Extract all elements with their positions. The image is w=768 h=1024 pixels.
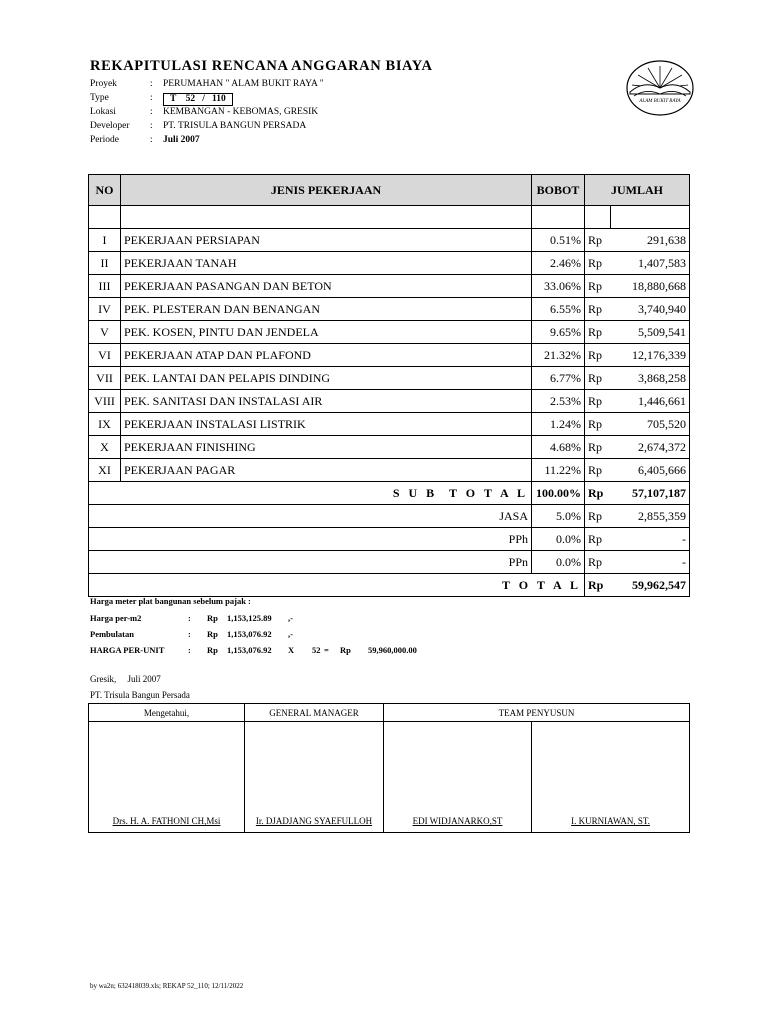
- info-value: Juli 2007: [163, 135, 200, 145]
- row-amount: 18,880,668: [611, 275, 690, 298]
- info-colon: :: [150, 135, 153, 145]
- file-footer: by wa2n; 632418039.xls; REKAP 52_110; 12/11/2022: [90, 982, 244, 990]
- row-pct: 21.32%: [532, 344, 585, 367]
- subtotal-row: [89, 482, 690, 505]
- pembulatan-value: 1,153,076.92: [227, 629, 272, 639]
- pph-pct: 0.0%: [532, 528, 585, 551]
- row-currency: Rp: [585, 252, 611, 275]
- document-title: REKAPITULASI RENCANA ANGGARAN BIAYA: [90, 58, 433, 74]
- row-amount: 6,405,666: [611, 459, 690, 482]
- row-name: PEK. LANTAI DAN PELAPIS DINDING: [121, 367, 532, 390]
- unit-total: 59,960,000.00: [368, 645, 417, 655]
- signatory-name: Ir. DJADJANG SYAEFULLOH: [255, 816, 373, 826]
- row-no: II: [89, 252, 121, 275]
- price-suffix: ,-: [288, 629, 293, 639]
- pph-label: PPh: [89, 528, 532, 551]
- info-colon: :: [150, 107, 153, 117]
- row-pct: 2.53%: [532, 390, 585, 413]
- info-label: Periode: [90, 135, 120, 145]
- row-amount: 1,407,583: [611, 252, 690, 275]
- per-unit-value: 1,153,076.92: [227, 645, 272, 655]
- table-row: [89, 413, 690, 436]
- total-currency: Rp: [585, 574, 611, 597]
- row-name: PEK. PLESTERAN DAN BENANGAN: [121, 298, 532, 321]
- subtotal-pct: 100.00%: [532, 482, 585, 505]
- signatory-name: Drs. H. A. FATHONI CH,Msi: [112, 816, 221, 826]
- row-currency: Rp: [585, 321, 611, 344]
- header-no: NO: [89, 175, 121, 206]
- ppn-label: PPn: [89, 551, 532, 574]
- signatory-name: EDI WIDJANARKO,ST: [412, 816, 503, 826]
- logo-text: ALAM BUKIT RAYA: [639, 99, 681, 104]
- type-box: T 52 / 110: [163, 93, 233, 106]
- row-no: VII: [89, 367, 121, 390]
- jasa-amount: 2,855,359: [611, 505, 690, 528]
- pph-row: [89, 528, 690, 551]
- jasa-row: [89, 505, 690, 528]
- price-suffix: ,-: [288, 613, 293, 623]
- row-pct: 6.77%: [532, 367, 585, 390]
- row-pct: 11.22%: [532, 459, 585, 482]
- info-label: Type: [90, 93, 109, 103]
- company-name: PT. Trisula Bangun Persada: [90, 690, 190, 700]
- row-name: PEKERJAAN PASANGAN DAN BETON: [121, 275, 532, 298]
- row-currency: Rp: [585, 436, 611, 459]
- subtotal-amount: 57,107,187: [611, 482, 690, 505]
- row-amount: 3,868,258: [611, 367, 690, 390]
- pph-amount: -: [611, 528, 690, 551]
- table-row: [89, 321, 690, 344]
- info-value: PT. TRISULA BANGUN PERSADA: [163, 121, 307, 131]
- row-amount: 2,674,372: [611, 436, 690, 459]
- table-row: [89, 459, 690, 482]
- row-no: XI: [89, 459, 121, 482]
- row-pct: 2.46%: [532, 252, 585, 275]
- per-unit-label: HARGA PER-UNIT: [90, 645, 165, 655]
- row-pct: 1.24%: [532, 413, 585, 436]
- budget-table: [88, 174, 690, 597]
- table-row: [89, 229, 690, 252]
- info-value: KEMBANGAN - KEBOMAS, GRESIK: [163, 107, 319, 117]
- total-amount: 59,962,547: [611, 574, 690, 597]
- row-amount: 3,740,940: [611, 298, 690, 321]
- row-currency: Rp: [585, 275, 611, 298]
- row-name: PEK. KOSEN, PINTU DAN JENDELA: [121, 321, 532, 344]
- table-row: [89, 344, 690, 367]
- ppn-pct: 0.0%: [532, 551, 585, 574]
- row-amount: 1,446,661: [611, 390, 690, 413]
- header-jumlah: JUMLAH: [585, 175, 690, 206]
- company-logo: [624, 58, 696, 125]
- row-no: IV: [89, 298, 121, 321]
- table-row: [89, 436, 690, 459]
- row-pct: 4.68%: [532, 436, 585, 459]
- total-label: T O T A L: [89, 574, 585, 597]
- row-no: VIII: [89, 390, 121, 413]
- row-no: IX: [89, 413, 121, 436]
- info-colon: :: [150, 79, 153, 89]
- signature-body-row: [89, 722, 690, 833]
- jasa-pct: 5.0%: [532, 505, 585, 528]
- signature-header: Mengetahui,: [89, 704, 245, 722]
- jasa-currency: Rp: [585, 505, 611, 528]
- row-no: X: [89, 436, 121, 459]
- signature-header: GENERAL MANAGER: [245, 704, 384, 722]
- price-colon: :: [188, 613, 191, 623]
- price-per-m2-value: 1,153,125.89: [227, 613, 272, 623]
- signature-header-row: [89, 704, 690, 722]
- row-name: PEK. SANITASI DAN INSTALASI AIR: [121, 390, 532, 413]
- header-jenis: JENIS PEKERJAAN: [121, 175, 532, 206]
- signature-header: TEAM PENYUSUN: [384, 704, 690, 722]
- row-amount: 5,509,541: [611, 321, 690, 344]
- table-row: [89, 367, 690, 390]
- pph-currency: Rp: [585, 528, 611, 551]
- table-row: [89, 390, 690, 413]
- sun-hills-logo-icon: [624, 58, 696, 120]
- row-name: PEKERJAAN INSTALASI LISTRIK: [121, 413, 532, 436]
- row-name: PEKERJAAN ATAP DAN PLAFOND: [121, 344, 532, 367]
- row-currency: Rp: [585, 390, 611, 413]
- row-amount: 291,638: [611, 229, 690, 252]
- row-pct: 33.06%: [532, 275, 585, 298]
- place-date: Gresik, Juli 2007: [90, 674, 161, 684]
- price-heading: Harga meter plat bangunan sebelum pajak :: [90, 596, 251, 606]
- subtotal-label: S U B T O T A L: [89, 482, 532, 505]
- subtotal-currency: Rp: [585, 482, 611, 505]
- header-bobot: BOBOT: [532, 175, 585, 206]
- pembulatan-label: Pembulatan: [90, 629, 134, 639]
- info-value: PERUMAHAN " ALAM BUKIT RAYA ": [163, 79, 324, 89]
- row-no: III: [89, 275, 121, 298]
- row-pct: 9.65%: [532, 321, 585, 344]
- total-row: [89, 574, 690, 597]
- price-currency: Rp: [207, 645, 218, 655]
- signatory-name: I. KURNIAWAN, ST.: [571, 816, 650, 826]
- row-currency: Rp: [585, 298, 611, 321]
- price-colon: :: [188, 645, 191, 655]
- table-row: [89, 298, 690, 321]
- price-per-m2-label: Harga per-m2: [90, 613, 142, 623]
- info-label: Developer: [90, 121, 130, 131]
- row-no: V: [89, 321, 121, 344]
- signature-table: [88, 703, 690, 833]
- jasa-label: JASA: [89, 505, 532, 528]
- row-no: I: [89, 229, 121, 252]
- info-colon: :: [150, 93, 153, 103]
- price-currency: Rp: [207, 629, 218, 639]
- row-currency: Rp: [585, 367, 611, 390]
- row-name: PEKERJAAN TANAH: [121, 252, 532, 275]
- row-pct: 6.55%: [532, 298, 585, 321]
- unit-qty: 52: [312, 645, 321, 655]
- multiply-sign: X: [288, 645, 295, 655]
- ppn-amount: -: [611, 551, 690, 574]
- row-amount: 705,520: [611, 413, 690, 436]
- info-colon: :: [150, 121, 153, 131]
- row-no: VI: [89, 344, 121, 367]
- price-colon: :: [188, 629, 191, 639]
- price-currency: Rp: [207, 613, 218, 623]
- row-name: PEKERJAAN PERSIAPAN: [121, 229, 532, 252]
- table-row: [89, 275, 690, 298]
- info-label: Proyek: [90, 79, 117, 89]
- row-currency: Rp: [585, 229, 611, 252]
- row-currency: Rp: [585, 344, 611, 367]
- row-name: PEKERJAAN PAGAR: [121, 459, 532, 482]
- row-name: PEKERJAAN FINISHING: [121, 436, 532, 459]
- ppn-row: [89, 551, 690, 574]
- row-amount: 12,176,339: [611, 344, 690, 367]
- table-header-row: [89, 175, 690, 206]
- table-row: [89, 252, 690, 275]
- price-currency: Rp: [340, 645, 351, 655]
- row-pct: 0.51%: [532, 229, 585, 252]
- ppn-currency: Rp: [585, 551, 611, 574]
- equals-sign: =: [324, 645, 329, 655]
- row-currency: Rp: [585, 459, 611, 482]
- info-label: Lokasi: [90, 107, 116, 117]
- row-currency: Rp: [585, 413, 611, 436]
